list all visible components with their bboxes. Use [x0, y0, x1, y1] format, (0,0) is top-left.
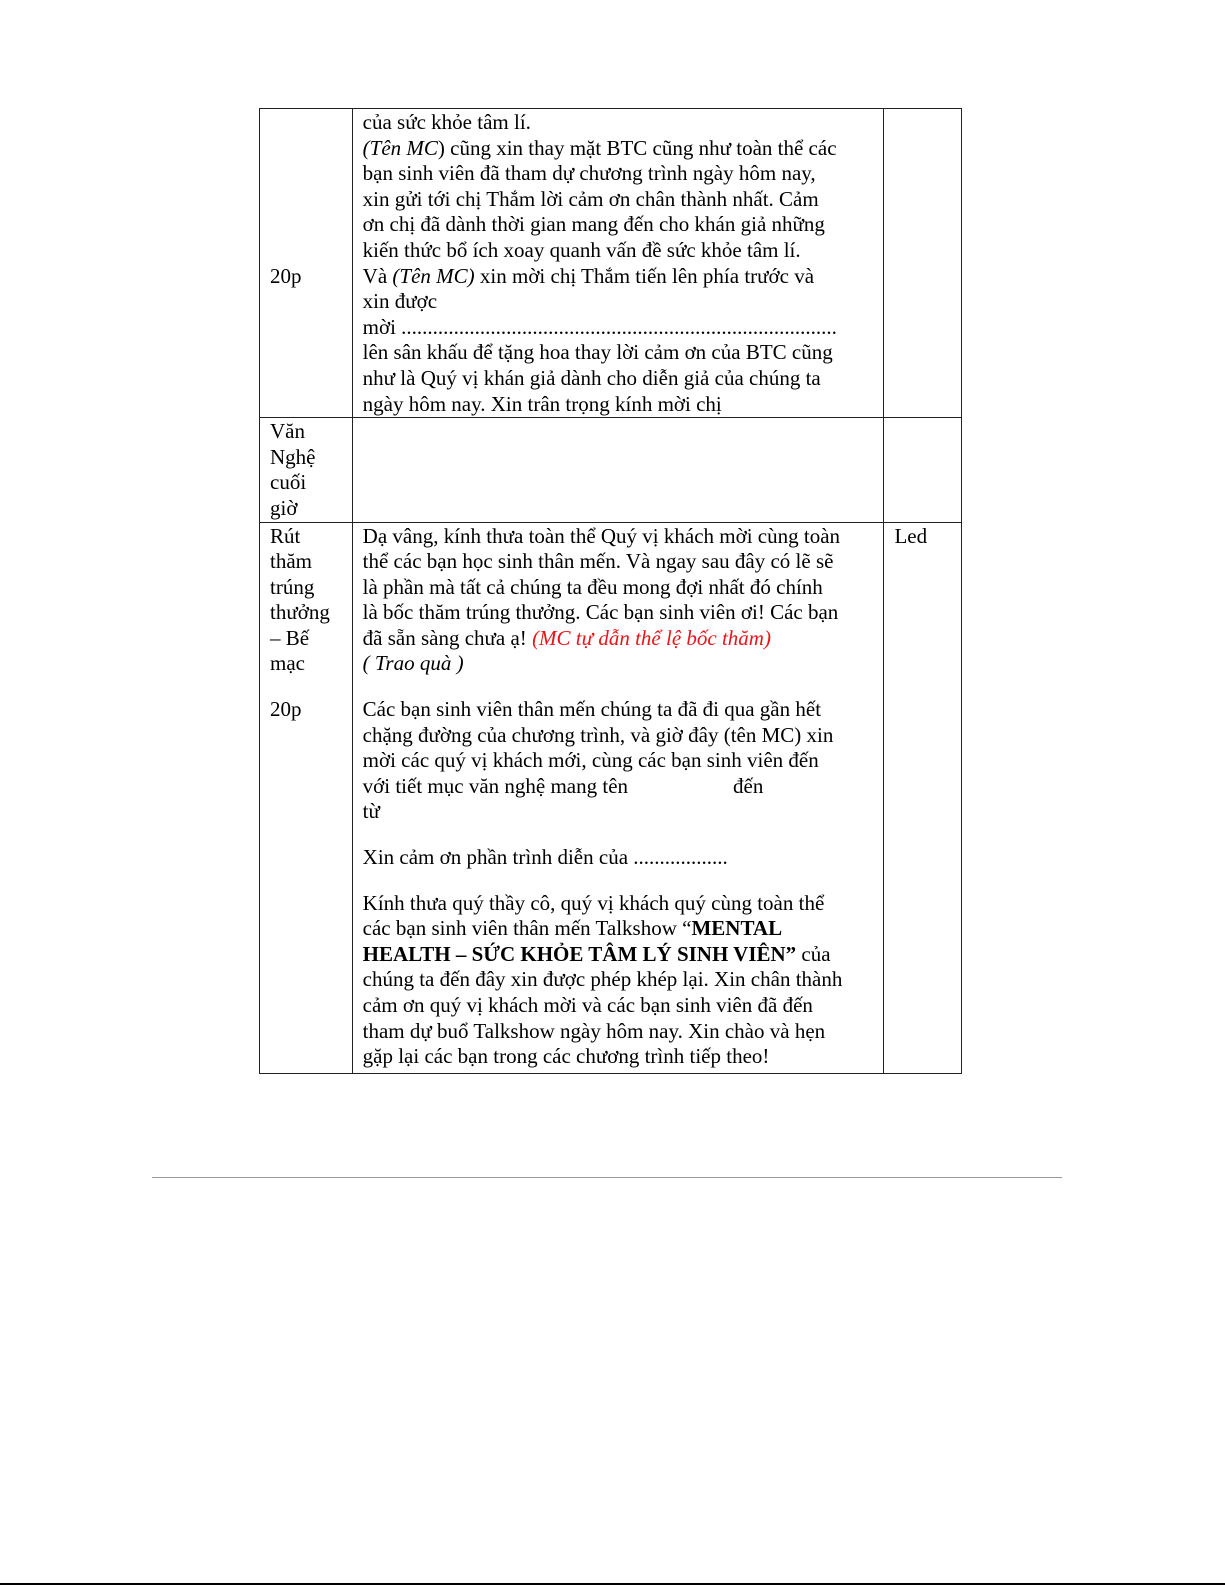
segment-cell: [260, 522, 353, 1073]
segment-label: giờ: [270, 495, 298, 520]
content-line: đã sẵn sàng chưa ạ! (MC tự dẫn thể lệ bốc thăm): [362, 625, 771, 650]
content-line: lên sân khấu để tặng hoa thay lời cảm ơn của BTC cũng: [362, 340, 833, 365]
page-divider: [152, 1177, 1062, 1178]
segment-label: trúng: [270, 574, 315, 599]
content-line: xin được: [362, 289, 438, 314]
content-line: các bạn sinh viên thân mến Talkshow “MENTAL: [362, 916, 783, 941]
content-cell: [352, 522, 884, 1073]
content-cell: [352, 418, 884, 522]
segment-label: thưởng: [270, 600, 330, 625]
segment-label: cuối: [270, 470, 307, 495]
content-line: Và (Tên MC) xin mời chị Thắm tiến lên phía trước và: [362, 263, 815, 288]
mc-instruction: (MC tự dẫn thể lệ bốc thăm): [532, 625, 771, 650]
segment-cell: [260, 418, 353, 522]
table-row: [260, 418, 962, 522]
content-line: như là Quý vị khán giả dành cho diễn giả của chúng ta: [362, 365, 821, 390]
content-line: ( Trao quà ): [362, 651, 464, 676]
segment-label: – Bế: [270, 625, 310, 650]
content-line: chúng ta đến đây xin được phép khép lại. Xin chân thành: [362, 967, 843, 992]
content-line: mời các quý vị khách mới, cùng các bạn sinh viên đến: [362, 748, 819, 773]
content-line: ơn chị đã dành thời gian mang đến cho khán giả những: [362, 212, 825, 237]
content-line: của sức khỏe tâm lí.: [362, 110, 531, 134]
content-line: thể các bạn học sinh thân mến. Và ngay sau đây có lẽ sẽ: [362, 549, 834, 574]
content-line: Các bạn sinh viên thân mến chúng ta đã đi qua gần hết: [362, 697, 822, 722]
segment-label: mạc: [270, 651, 305, 676]
content-line: Xin cảm ơn phần trình diễn của ..................: [362, 845, 728, 870]
segment-cell: [260, 109, 353, 418]
content-cell: [352, 109, 884, 418]
table-row: [260, 522, 962, 1073]
content-line: bạn sinh viên đã tham dự chương trình ngày hôm nay,: [362, 161, 816, 186]
segment-label: Rút: [270, 523, 301, 548]
content-line: chặng đường của chương trình, và giờ đây (tên MC) xin: [362, 722, 834, 747]
equipment-cell: [884, 109, 962, 418]
script-table: [259, 108, 962, 1074]
content-line: (Tên MC) cũng xin thay mặt BTC cũng như toàn thể các: [362, 135, 837, 160]
content-line: gặp lại các bạn trong các chương trình tiếp theo!: [362, 1044, 770, 1069]
content-line: tham dự buổ Talkshow ngày hôm nay. Xin chào và hẹn: [362, 1018, 826, 1043]
content-line: Kính thưa quý thầy cô, quý vị khách quý cùng toàn thể: [362, 890, 825, 915]
duration-label: 20p: [270, 264, 302, 288]
duration-label: 20p: [270, 697, 302, 722]
table-row: [260, 109, 962, 418]
equipment-label: Led: [894, 523, 928, 548]
content-line: Dạ vâng, kính thưa toàn thể Quý vị khách mời cùng toàn: [362, 523, 841, 548]
content-line: cảm ơn quý vị khách mời và các bạn sinh viên đã đến: [362, 993, 813, 1017]
content-line: kiến thức bổ ích xoay quanh vấn đề sức khỏe tâm lí.: [362, 237, 801, 262]
segment-label: Nghệ: [270, 444, 316, 469]
content-line: với tiết mục văn nghệ mang tên đến: [362, 773, 764, 798]
content-line: là phần mà tất cả chúng ta đều mong đợi nhất đó chính: [362, 574, 823, 599]
content-line: từ: [362, 799, 380, 824]
equipment-cell: [884, 522, 962, 1073]
content-line: mời ...................................................................................: [362, 314, 837, 339]
content-line: ngày hôm nay. Xin trân trọng kính mời chị: [362, 391, 722, 416]
segment-label: thăm: [270, 549, 312, 574]
equipment-cell: [884, 418, 962, 522]
segment-label: Văn: [270, 419, 305, 444]
content-line: là bốc thăm trúng thưởng. Các bạn sinh viên ơi! Các bạn: [362, 600, 839, 625]
content-line: HEALTH – SỨC KHỎE TÂM LÝ SINH VIÊN” của: [362, 941, 831, 966]
content-line: xin gửi tới chị Thắm lời cảm ơn chân thành nhất. Cảm: [362, 186, 819, 211]
